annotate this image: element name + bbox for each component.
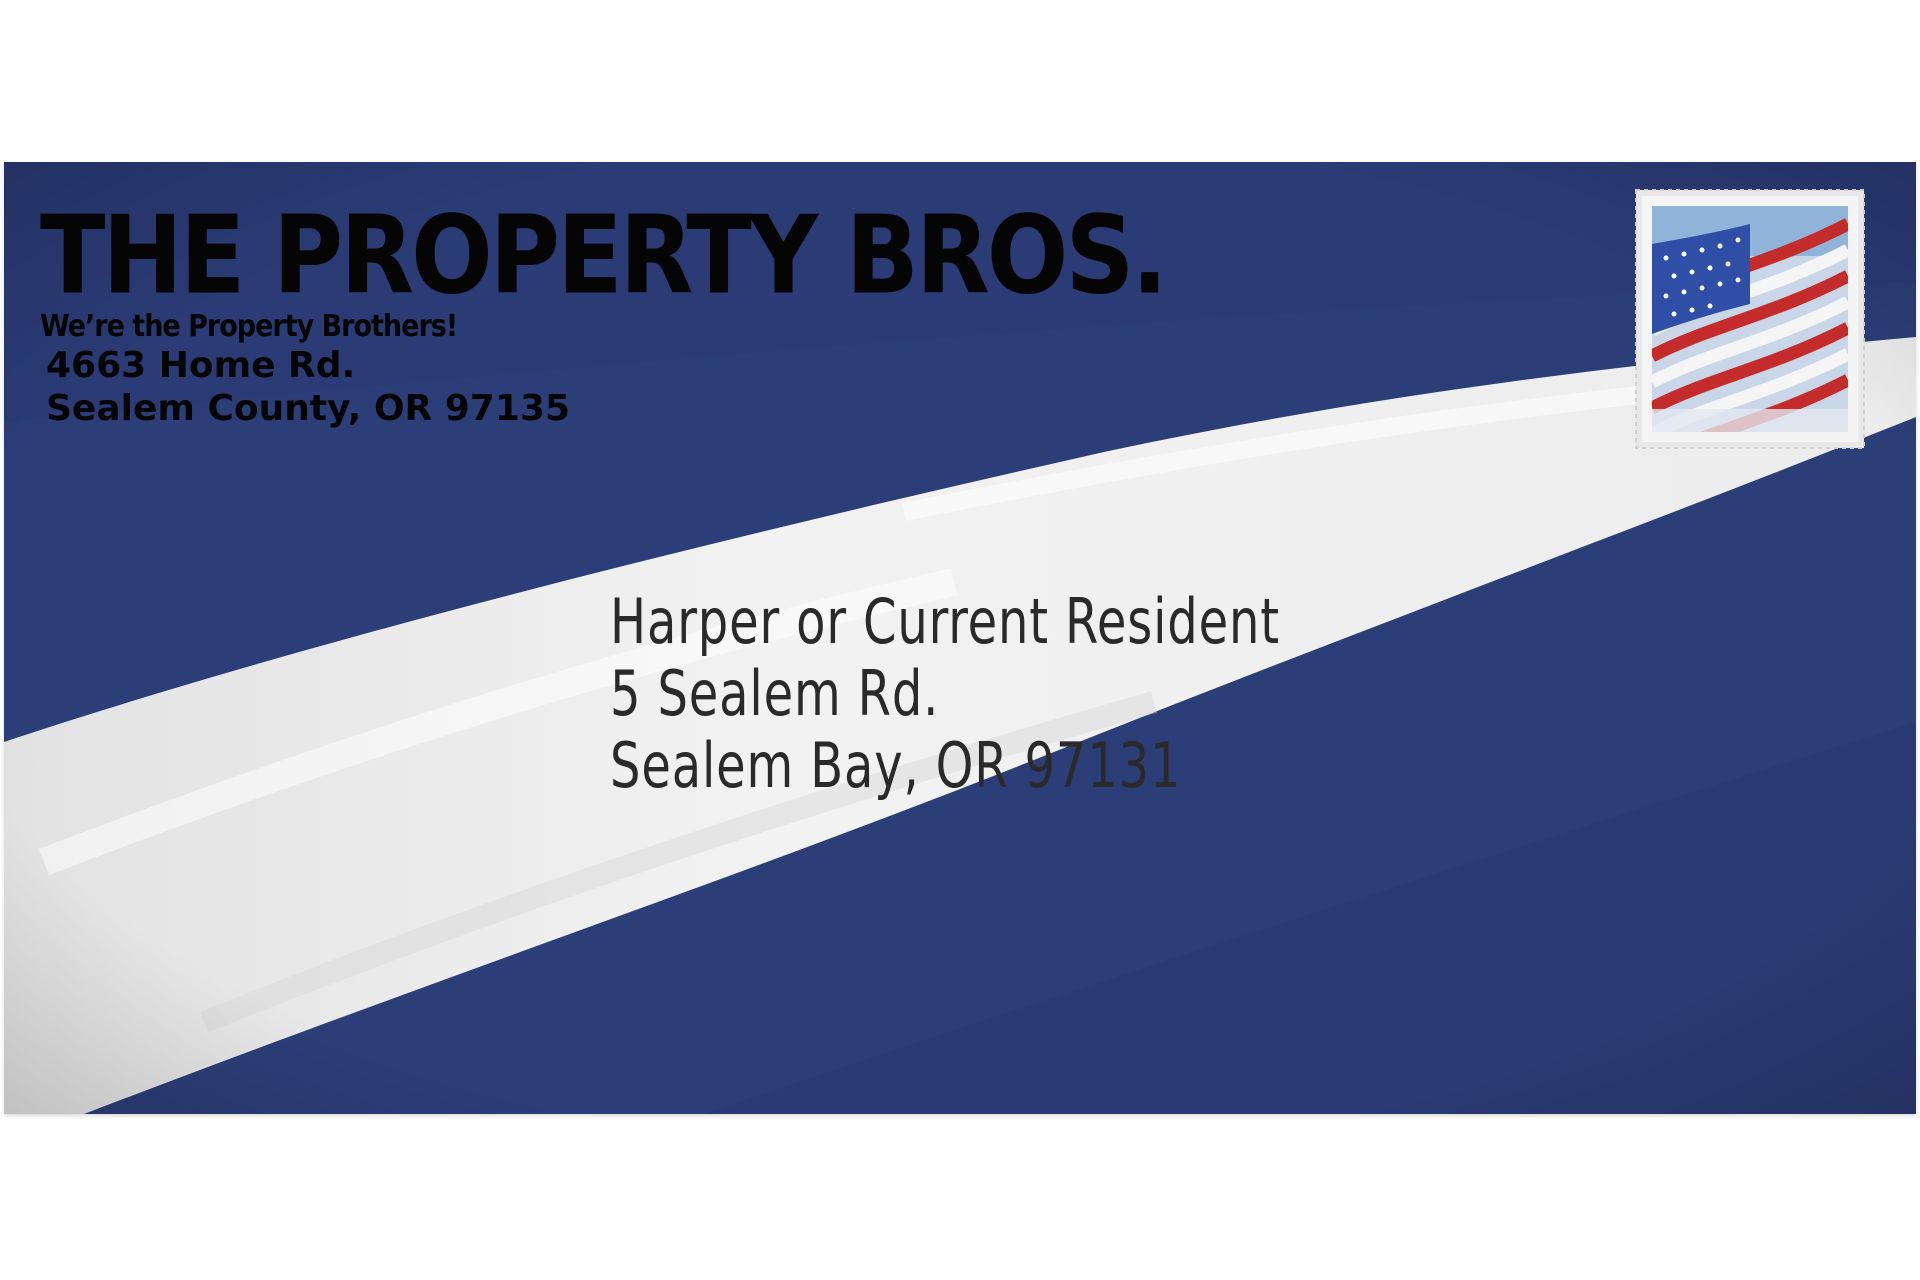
sender-block bbox=[40, 193, 1165, 430]
sender-address-line-2: Sealem County, OR 97135 bbox=[46, 388, 571, 429]
sender-company-name: THE PROPERTY BROS. bbox=[40, 193, 1165, 319]
recipient-name-line: Harper or Current Resident bbox=[610, 585, 1280, 658]
sender-address-line-1: 4663 Home Rd. bbox=[46, 345, 356, 386]
recipient-address-block bbox=[610, 586, 1389, 802]
recipient-street-line: 5 Sealem Rd. bbox=[610, 657, 940, 730]
envelope bbox=[4, 162, 1916, 1114]
us-flag-stamp-icon bbox=[1630, 184, 1870, 454]
sender-tagline: We’re the Property Brothers! bbox=[40, 309, 458, 344]
recipient-city-line: Sealem Bay, OR 97131 bbox=[610, 729, 1182, 802]
